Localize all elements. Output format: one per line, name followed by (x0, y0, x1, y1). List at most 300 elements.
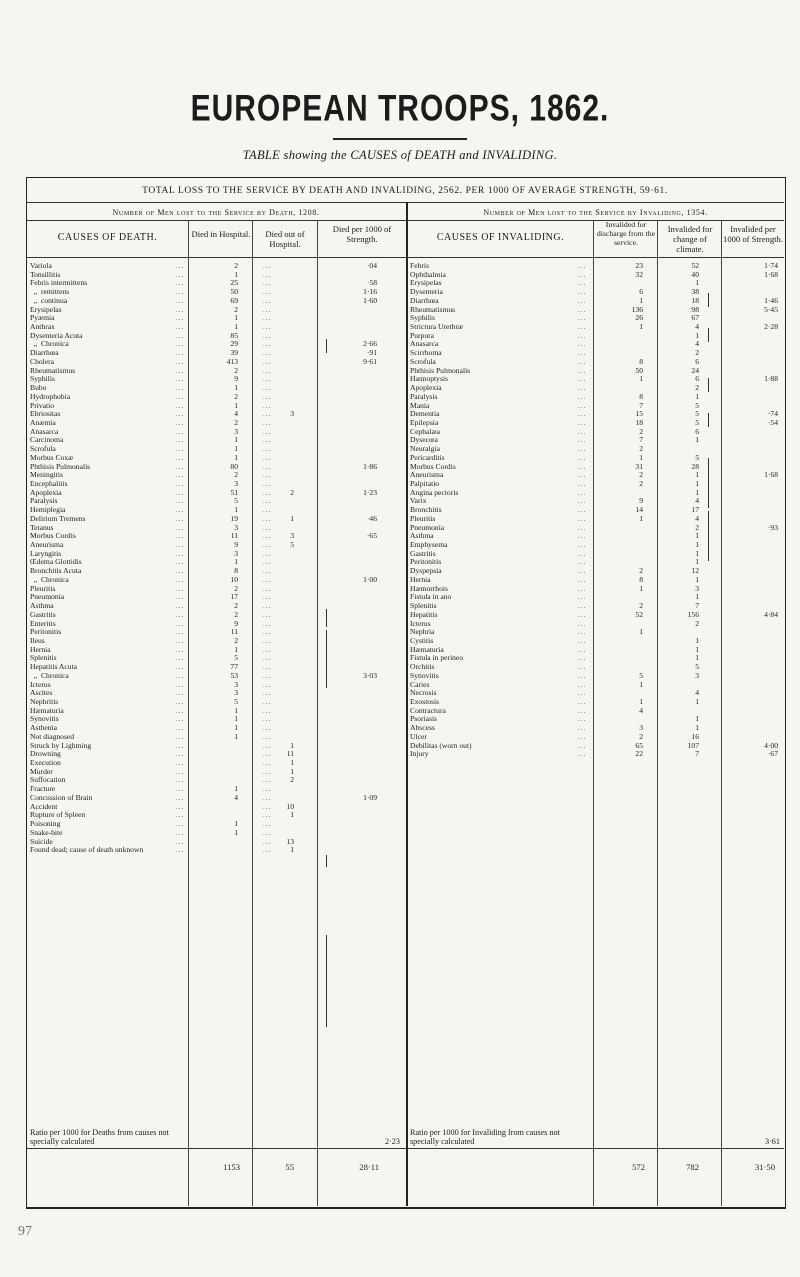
leader-dots: ... (176, 846, 185, 855)
leader-dots: ... (578, 453, 587, 462)
leader-dots: ... (263, 602, 272, 611)
death-cause-label: Phthisis Pulmonalis (30, 461, 91, 471)
invalided-climate-value: 28 (691, 461, 699, 471)
invaliding-cause-label: Synovitis (410, 670, 439, 680)
invalided-climate-value: 3 (695, 583, 699, 593)
died-out-of-hospital-value: 11 (286, 749, 294, 759)
invalided-per-1000-value: 1·88 (764, 374, 778, 384)
invaliding-cause-label: Pneumonia (410, 522, 445, 532)
leader-dots: ... (176, 610, 185, 619)
died-in-hospital-value: 1 (234, 269, 238, 279)
died-in-hospital-value: 1 (234, 435, 238, 445)
died-in-hospital-value: 3 (234, 688, 238, 698)
leader-dots: ... (578, 296, 587, 305)
leader-dots: ... (263, 462, 272, 471)
leader-dots: ... (578, 514, 587, 523)
death-cause-label: Ileus (30, 635, 45, 645)
death-cause-label: Anasarca (30, 426, 59, 436)
died-in-hospital-value: 3 (234, 522, 238, 532)
leader-dots: ... (578, 698, 587, 706)
leader-dots: ... (578, 715, 587, 724)
death-cause-label: Pneumonia (30, 592, 65, 602)
leader-dots: ... (263, 453, 272, 462)
leader-dots: ... (176, 776, 185, 785)
total-death-rate: 28·11 (359, 1162, 379, 1172)
invalided-discharge-value: 136 (631, 304, 643, 314)
invaliding-cause-label: Diarrhœa (410, 295, 439, 305)
invaliding-cause-label: Caries (410, 679, 430, 689)
invalided-discharge-value: 1 (639, 322, 643, 332)
invaliding-cause-label: Bronchitis (410, 505, 442, 515)
death-cause-label: Hæmaturia (30, 705, 64, 715)
died-in-hospital-value: 77 (230, 662, 238, 672)
leader-dots: ... (578, 357, 587, 366)
leader-dots: ... (578, 549, 587, 558)
death-cause-label: Murder (30, 766, 53, 776)
leader-dots: ... (263, 384, 272, 393)
invalided-climate-value: 4 (695, 339, 699, 349)
invaliding-cause-label: Palpitatio (410, 479, 440, 488)
death-cause-label: Ascites (30, 688, 53, 698)
death-col-rule-3 (317, 220, 318, 1206)
leader-dots: ... (578, 584, 587, 593)
page-number: 97 (18, 1224, 32, 1239)
invaliding-cause-label: Dyspepsia (410, 566, 442, 576)
leader-dots: ... (263, 445, 272, 454)
invaliding-cause-label: Peritonitis (410, 557, 442, 567)
leader-dots: ... (263, 541, 272, 550)
leader-dots: ... (263, 436, 272, 445)
leader-dots: ... (176, 427, 185, 436)
died-in-hospital-value: 1 (234, 400, 238, 410)
leader-dots: ... (263, 741, 272, 750)
invaliding-cause-label: Anasarca (410, 339, 439, 349)
invalided-discharge-value: 2 (639, 731, 643, 741)
death-cause-label: Hepatitis Acuta (30, 662, 78, 672)
col-head-invalided-per-1000: Invalided per 1000 of Strength. (723, 224, 783, 244)
leader-dots: ... (578, 366, 587, 375)
leader-dots: ... (176, 584, 185, 593)
brace-dysentery-inval (708, 293, 714, 307)
death-cause-label: Gastritis (30, 609, 56, 619)
died-in-hospital-value: 3 (234, 426, 238, 436)
death-cause-label: Cholera (30, 356, 55, 366)
died-in-hospital-value: 1 (234, 313, 238, 323)
invaliding-cause-label: Varix (410, 496, 427, 506)
invaliding-cause-label: Pleuritis (410, 513, 436, 523)
leader-dots: ... (578, 349, 587, 358)
death-cause-label: Snake-bite (30, 827, 63, 837)
invalided-climate-value: 1 (695, 470, 699, 480)
inval-ratio-value: 3·61 (764, 1137, 780, 1146)
leader-dots: ... (176, 410, 185, 419)
leader-dots: ... (176, 785, 185, 794)
invaliding-cause-label: Necrosis (410, 688, 437, 698)
died-in-hospital-value: 413 (226, 356, 238, 366)
invalided-climate-value: 6 (695, 426, 699, 436)
leader-dots: ... (263, 480, 272, 488)
leader-dots: ... (578, 392, 587, 401)
leader-dots: ... (176, 724, 185, 733)
died-per-1000-value: 3·03 (363, 670, 377, 680)
leader-dots: ... (263, 305, 272, 314)
died-in-hospital-value: 1 (234, 383, 238, 393)
invalided-climate-value: 12 (691, 566, 699, 576)
invalided-climate-value: 7 (695, 749, 699, 759)
leader-dots: ... (263, 410, 272, 419)
leader-dots: ... (578, 593, 587, 602)
total-invaliding-rate: 31·50 (754, 1162, 775, 1172)
died-per-1000-value: ·65 (366, 531, 377, 541)
invalided-climate-value: 1 (695, 635, 699, 645)
leader-dots: ... (176, 767, 185, 776)
invalided-discharge-value: 1 (639, 679, 643, 689)
invalided-discharge-value: 18 (635, 417, 643, 427)
col-head-died-per-1000: Died per 1000 of Strength. (332, 224, 392, 244)
died-in-hospital-value: 17 (230, 592, 238, 602)
leader-dots: ... (176, 488, 185, 497)
leader-dots: ... (176, 384, 185, 393)
leader-dots: ... (578, 305, 587, 314)
leader-dots: ... (263, 802, 272, 811)
leader-dots: ... (176, 532, 185, 541)
died-in-hospital-value: 29 (230, 339, 238, 349)
brace-violence (326, 935, 332, 1027)
died-out-of-hospital-value: 3 (290, 531, 294, 541)
leader-dots: ... (263, 776, 272, 785)
brace-dysenteria (326, 339, 332, 353)
death-cause-label: Pyæmia (30, 313, 55, 323)
death-cause-label: Poisoning (30, 819, 61, 829)
invalided-discharge-value: 1 (639, 452, 643, 462)
brace-phthisis-inval (708, 378, 714, 392)
leader-dots: ... (176, 793, 185, 802)
leader-dots: ... (263, 785, 272, 794)
leader-dots: ... (263, 514, 272, 523)
death-cause-label: „ Chronica (30, 574, 69, 584)
invaliding-cause-label: Angina pectoris (410, 487, 459, 497)
leader-dots: ... (578, 340, 587, 349)
total-invalided-climate: 782 (686, 1162, 699, 1172)
death-cause-label: Asthenia (30, 723, 57, 733)
invalided-per-1000-value: 1·68 (764, 269, 778, 279)
invalided-climate-value: 5 (695, 409, 699, 419)
invalided-per-1000-value: ·74 (767, 409, 778, 419)
died-in-hospital-value: 1 (234, 444, 238, 454)
died-in-hospital-value: 1 (234, 723, 238, 733)
death-cause-label: Execution (30, 758, 61, 768)
death-cause-label: Carcinoma (30, 435, 64, 445)
leader-dots: ... (578, 671, 587, 680)
invalided-climate-value: 3 (695, 670, 699, 680)
invaliding-cause-label: Nephria (410, 627, 435, 637)
leader-dots: ... (176, 305, 185, 314)
leader-dots: ... (263, 706, 272, 715)
invaliding-cause-label: Epilepsia (410, 417, 439, 427)
invaliding-cause-label: Contractura (410, 705, 446, 715)
leader-dots: ... (176, 340, 185, 349)
died-in-hospital-value: 1 (234, 557, 238, 567)
leader-dots: ... (176, 331, 185, 340)
col-head-died-out-of-hospital: Died out of Hospital. (265, 229, 305, 249)
invaliding-cause-label: Splenitis (410, 601, 437, 611)
death-cause-label: Drowning (30, 749, 61, 759)
total-invalided-discharge: 572 (632, 1162, 645, 1172)
leader-dots: ... (176, 820, 185, 829)
leader-dots: ... (263, 689, 272, 698)
leader-dots: ... (263, 567, 272, 576)
leader-dots: ... (578, 288, 587, 297)
death-cause-label: Found dead; cause of death unknown (30, 845, 144, 855)
invaliding-cause-label: Dysecœa (410, 435, 438, 445)
leader-dots: ... (176, 523, 185, 532)
leader-dots: ... (176, 706, 185, 715)
death-col-rule-2 (252, 220, 253, 1206)
died-in-hospital-value: 51 (230, 487, 238, 497)
death-cause-label: „ remittens (30, 287, 70, 297)
death-cause-label: Peritonitis (30, 627, 62, 637)
subtitle-of: of (400, 148, 412, 162)
leader-dots: ... (578, 619, 587, 628)
leader-dots: ... (263, 532, 272, 541)
brace-mania-inval (708, 413, 714, 427)
leader-dots: ... (263, 488, 272, 497)
death-section-heading: Number of Men lost to the Service by Death, 1208. (112, 208, 320, 217)
death-cause-label: Bubo (30, 383, 47, 393)
died-in-hospital-value: 2 (234, 417, 238, 427)
died-in-hospital-value: 2 (234, 365, 238, 375)
leader-dots: ... (578, 741, 587, 750)
death-cause-label: Aneurisma (30, 540, 64, 550)
leader-dots: ... (578, 558, 587, 567)
leader-dots: ... (176, 453, 185, 462)
leader-dots: ... (578, 314, 587, 323)
leader-dots: ... (263, 375, 272, 384)
died-out-of-hospital-value: 1 (290, 740, 294, 750)
invalided-discharge-value: 8 (639, 356, 643, 366)
death-cause-label: Anthrax (30, 322, 55, 332)
invalided-per-1000-value: ·67 (767, 749, 778, 759)
died-in-hospital-value: 39 (230, 348, 238, 358)
invalided-climate-value: 1 (695, 644, 699, 654)
died-in-hospital-value: 1 (234, 731, 238, 741)
invalided-climate-value: 17 (691, 505, 699, 515)
invalided-discharge-value: 32 (635, 269, 643, 279)
died-out-of-hospital-value: 5 (290, 540, 294, 550)
died-in-hospital-value: 25 (230, 278, 238, 288)
leader-dots: ... (176, 471, 185, 480)
invaliding-cause-label: Injury (410, 749, 429, 759)
died-in-hospital-value: 85 (230, 330, 238, 340)
invaliding-cause-label: Paralysis (410, 391, 438, 401)
leader-dots: ... (578, 462, 587, 471)
leader-dots: ... (263, 270, 272, 279)
invalided-climate-value: 1 (695, 697, 699, 706)
leader-dots: ... (263, 645, 272, 654)
leader-dots: ... (263, 471, 272, 480)
died-in-hospital-value: 2 (234, 261, 238, 270)
leader-dots: ... (578, 654, 587, 663)
leader-dots: ... (176, 392, 185, 401)
invaliding-cause-label: Dysenteria (410, 287, 443, 297)
leader-dots: ... (578, 375, 587, 384)
page-title: EUROPEAN TROOPS, 1862. (190, 87, 610, 129)
subtitle-and: and (459, 148, 479, 162)
invalided-discharge-value: 2 (639, 601, 643, 611)
died-in-hospital-value: 50 (230, 287, 238, 297)
invalided-climate-value: 1 (695, 487, 699, 497)
died-in-hospital-value: 2 (234, 609, 238, 619)
leader-dots: ... (176, 349, 185, 358)
leader-dots: ... (578, 331, 587, 340)
leader-dots: ... (176, 288, 185, 297)
death-cause-label: Concussion of Brain (30, 792, 93, 802)
invalided-per-1000-value: 1·68 (764, 470, 778, 480)
leader-dots: ... (263, 654, 272, 663)
leader-dots: ... (176, 837, 185, 846)
death-cause-label: „ continua (30, 295, 68, 305)
invalided-climate-value: 4 (695, 688, 699, 698)
leader-dots: ... (176, 375, 185, 384)
invaliding-cause-label: Cystitis (410, 635, 434, 645)
death-cause-label: Anæmia (30, 417, 56, 427)
invalided-climate-value: 67 (691, 313, 699, 323)
invaliding-cause-label: Orchitis (410, 662, 435, 672)
invalided-climate-value: 5 (695, 662, 699, 672)
died-in-hospital-value: 1 (234, 784, 238, 794)
subtitle-death: DEATH (414, 148, 456, 162)
invalided-climate-value: 4 (695, 513, 699, 523)
invalided-climate-value: 1 (695, 653, 699, 663)
leader-dots: ... (263, 732, 272, 741)
leader-dots: ... (263, 750, 272, 759)
invalided-per-1000-value: 1·74 (764, 261, 778, 270)
invaliding-cause-label: Emphysema (410, 540, 448, 550)
death-cause-label: Tetanus (30, 522, 54, 532)
invalided-climate-value: 16 (691, 731, 699, 741)
died-in-hospital-value: 3 (234, 548, 238, 558)
leader-dots: ... (176, 715, 185, 724)
leader-dots: ... (176, 671, 185, 680)
died-in-hospital-value: 3 (234, 679, 238, 689)
invalided-climate-value: 1 (695, 278, 699, 288)
died-out-of-hospital-value: 1 (290, 513, 294, 523)
death-cause-label: Suicide (30, 836, 53, 846)
leader-dots: ... (176, 750, 185, 759)
section-divider (406, 202, 408, 1206)
death-cause-label: Suffocation (30, 775, 66, 785)
leader-dots: ... (263, 558, 272, 567)
leader-dots: ... (263, 349, 272, 358)
leader-dots: ... (578, 628, 587, 637)
leader-dots: ... (263, 584, 272, 593)
invalided-discharge-value: 1 (639, 513, 643, 523)
leader-dots: ... (176, 663, 185, 672)
died-in-hospital-value: 5 (234, 697, 238, 706)
title-underline (333, 138, 467, 140)
leader-dots: ... (176, 445, 185, 454)
leader-dots: ... (176, 323, 185, 332)
invalided-climate-value: 1 (695, 391, 699, 401)
died-in-hospital-value: 9 (234, 540, 238, 550)
table-caption: TOTAL LOSS TO THE SERVICE BY DEATH AND INVALIDING, 2562. PER 1000 OF AVERAGE STRENGTH, 59·61. (142, 186, 668, 196)
inval-ratio-line-2: specially calculated (410, 1137, 475, 1146)
total-died-out-of-hospital: 55 (285, 1162, 294, 1172)
invalided-discharge-value: 3 (639, 723, 643, 733)
invalided-climate-value: 18 (691, 295, 699, 305)
invalided-climate-value: 24 (691, 365, 699, 375)
death-cause-label: Œdema Glottidis (30, 557, 82, 567)
leader-dots: ... (176, 262, 185, 270)
invalided-climate-value: 1 (695, 723, 699, 733)
death-col-rule-1 (188, 220, 189, 1206)
invaliding-cause-label: Scirrhoma (410, 348, 442, 358)
death-cause-label: Hernia (30, 644, 51, 654)
invalided-discharge-value: 15 (635, 409, 643, 419)
invaliding-cause-label: Hæmoptysis (410, 374, 448, 384)
subtitle-invaliding: INVALIDING. (482, 148, 558, 162)
died-in-hospital-value: 2 (234, 304, 238, 314)
invalided-climate-value: 1 (695, 540, 699, 550)
leader-dots: ... (176, 558, 185, 567)
died-per-1000-value: 1·60 (363, 295, 377, 305)
died-per-1000-value: 1·09 (363, 792, 377, 802)
leader-dots: ... (263, 767, 272, 776)
leader-dots: ... (578, 610, 587, 619)
died-in-hospital-value: 8 (234, 566, 238, 576)
invalided-climate-value: 1 (695, 479, 699, 488)
leader-dots: ... (176, 366, 185, 375)
invalided-climate-value: 107 (687, 740, 699, 750)
death-cause-label: „ Chronica (30, 670, 69, 680)
death-cause-label: Icterus (30, 679, 51, 689)
leader-dots: ... (578, 602, 587, 611)
died-per-1000-value: 1·16 (363, 287, 377, 297)
leader-dots: ... (578, 497, 587, 506)
invalided-climate-value: 1 (695, 548, 699, 558)
subtitle-table: TABLE (242, 148, 281, 162)
leader-dots: ... (578, 410, 587, 419)
invalided-climate-value: 1 (695, 714, 699, 724)
leader-dots: ... (176, 619, 185, 628)
leader-dots: ... (263, 811, 272, 820)
leader-dots: ... (263, 314, 272, 323)
invaliding-cause-label: Syphilis (410, 313, 435, 323)
invalided-per-1000-value: 4·00 (764, 740, 778, 750)
leader-dots: ... (176, 480, 185, 488)
invalided-discharge-value: 65 (635, 740, 643, 750)
invaliding-cause-label: Psoriasis (410, 714, 438, 724)
leader-dots: ... (176, 593, 185, 602)
brace-heart-inval (708, 458, 714, 508)
invalided-discharge-value: 7 (639, 400, 643, 410)
leader-dots: ... (578, 323, 587, 332)
died-in-hospital-value: 2 (234, 601, 238, 611)
died-out-of-hospital-value: 13 (286, 836, 294, 846)
invaliding-cause-label: Neuralgia (410, 444, 440, 454)
leader-dots: ... (578, 279, 587, 288)
total-died-in-hospital: 1153 (223, 1162, 240, 1172)
col-head-causes-of-death: CAUSES OF DEATH. (57, 232, 158, 243)
invalided-climate-value: 1 (695, 592, 699, 602)
leader-dots: ... (263, 523, 272, 532)
invaliding-cause-label: Erysipelas (410, 278, 442, 288)
leader-dots: ... (578, 532, 587, 541)
leader-dots: ... (263, 663, 272, 672)
col-head-invalided-climate: Invalided for change of climate. (667, 224, 713, 254)
died-in-hospital-value: 2 (234, 470, 238, 480)
invaliding-cause-label: Exostosis (410, 697, 440, 706)
